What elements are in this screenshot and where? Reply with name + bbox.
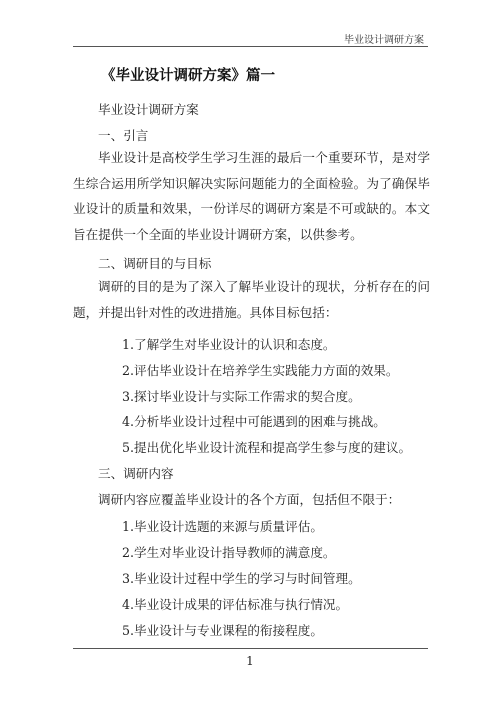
- section-heading-content: 三、调研内容: [98, 466, 174, 481]
- page-number: 1: [246, 654, 254, 668]
- section-heading-intro: 一、引言: [98, 128, 149, 143]
- list-item: 2.评估毕业设计在培养学生实践能力方面的效果。: [122, 363, 399, 378]
- footer-divider: [73, 648, 428, 649]
- list-item: 1.了解学生对毕业设计的认识和态度。: [122, 337, 336, 352]
- list-item: 5.提出优化毕业设计流程和提高学生参与度的建议。: [122, 440, 412, 455]
- header-divider: [73, 46, 428, 47]
- content-paragraph: 调研内容应覆盖毕业设计的各个方面，包括但不限于：: [98, 492, 401, 507]
- list-item: 5.毕业设计与专业课程的衔接程度。: [122, 623, 323, 638]
- list-item: 3.探讨毕业设计与实际工作需求的契合度。: [122, 389, 361, 404]
- intro-paragraph: 毕业设计是高校学生学习生涯的最后一个重要环节，是对学生综合运用所学知识解决实际问题能力的全面检验。为了确保毕业设计的质量和效果，一份详尽的调研方案是不可或缺的。本文旨在提供一个全面的毕业设计调研方案，以供参考。: [73, 150, 430, 243]
- section-heading-goals: 二、调研目的与目标: [98, 256, 212, 271]
- goals-paragraph: 调研的目的是为了深入了解毕业设计的现状，分析存在的问题，并提出针对性的改进措施。具体目标包括：: [73, 279, 430, 320]
- document-title: 《毕业设计调研方案》篇一: [101, 67, 275, 84]
- running-header: 毕业设计调研方案: [344, 35, 424, 46]
- list-item: 2.学生对毕业设计指导教师的满意度。: [122, 545, 336, 560]
- list-item: 4.分析毕业设计过程中可能遇到的困难与挑战。: [122, 414, 386, 429]
- document-subtitle: 毕业设计调研方案: [98, 102, 199, 117]
- list-item: 3.毕业设计过程中学生的学习与时间管理。: [122, 571, 361, 586]
- list-item: 4.毕业设计成果的评估标准与执行情况。: [122, 597, 349, 612]
- list-item: 1.毕业设计选题的来源与质量评估。: [122, 519, 323, 534]
